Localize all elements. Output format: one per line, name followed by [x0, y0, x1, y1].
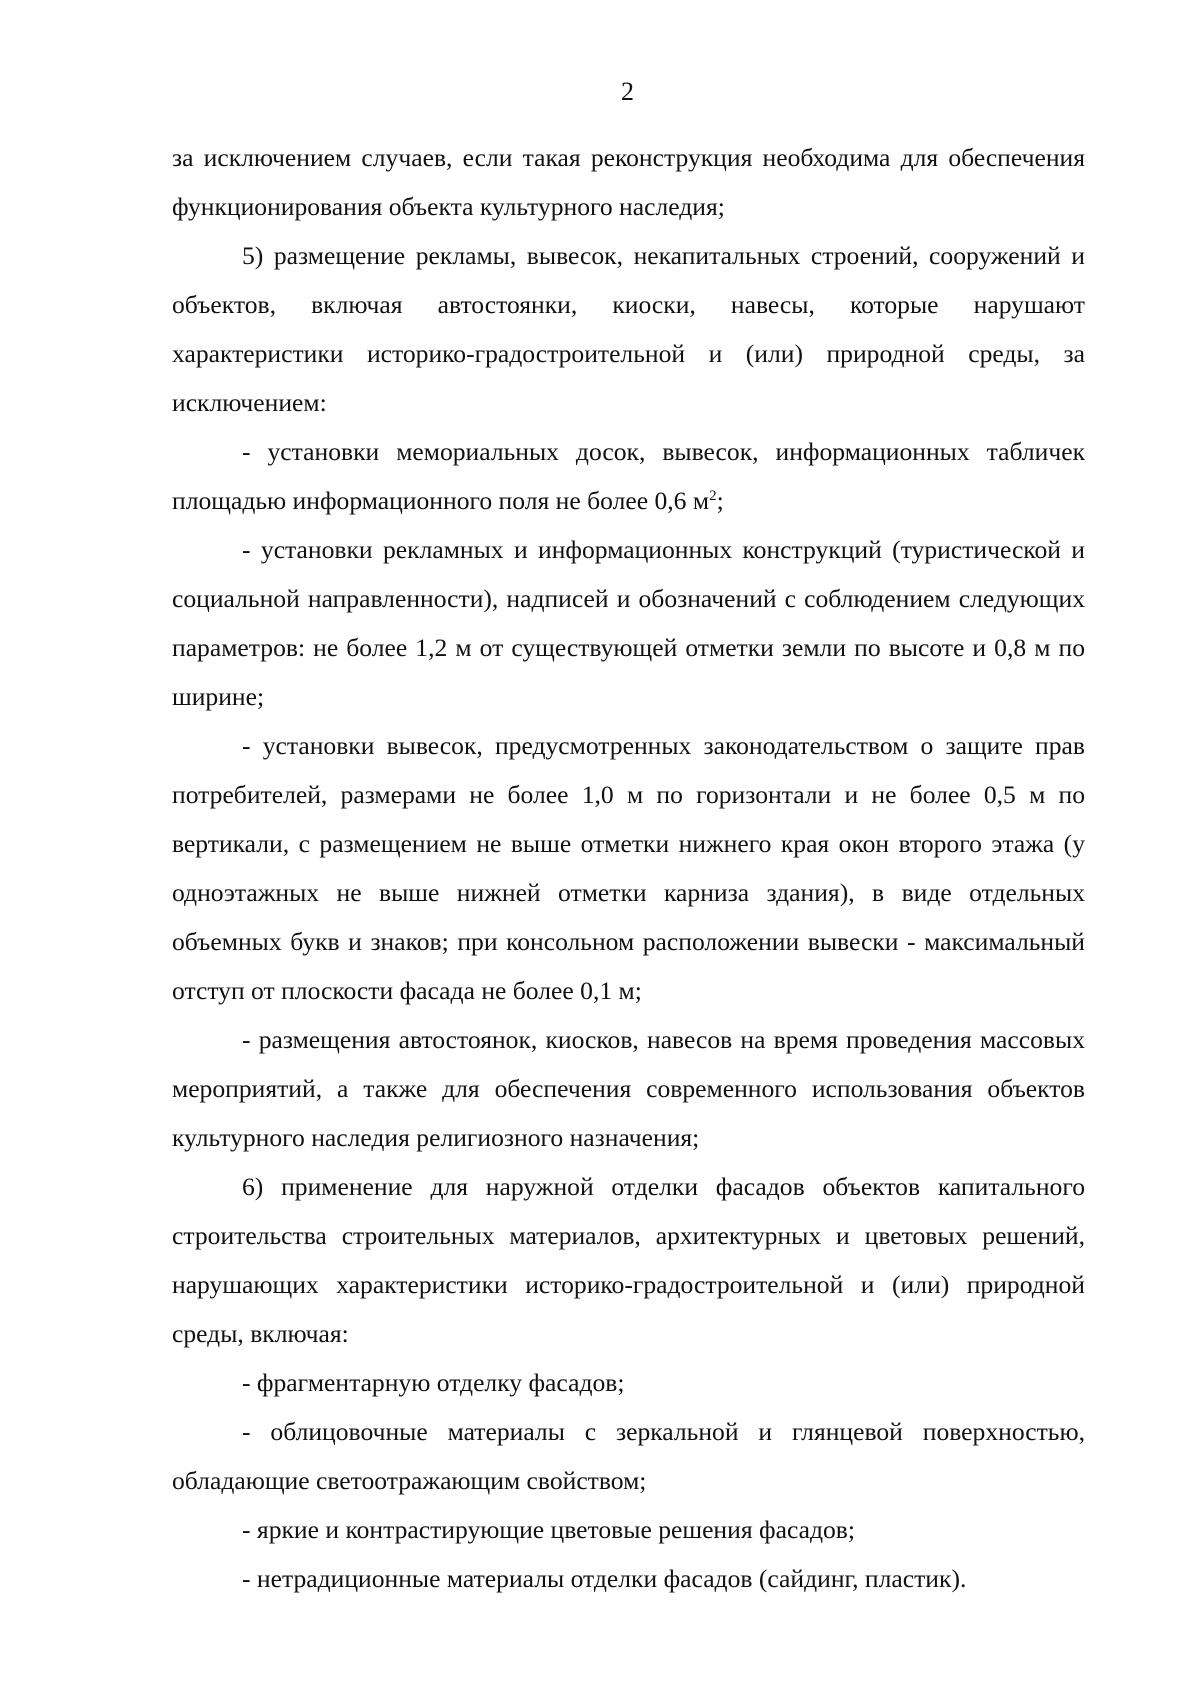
paragraph-5: - установки вывесок, предусмотренных законодательством о защите прав потребителей, размерами не более 1,0 м по горизонтали и не более 0,5 м по вертикали, с размещением не выше отметки нижнего края окон второго этажа (у одноэтажных не выше нижней отметки карниза здания), в виде отдельных объемных букв и знаков; при консольном расположении вывески - максимальный отступ от плоскости фасада не более 0,1 м;: [172, 731, 1085, 1005]
paragraph-2: 5) размещение рекламы, вывесок, некапитальных строений, сооружений и объектов, включая автостоянки, киоски, навесы, которые нарушают характеристики историко-градостроительной и (или) природной среды, за исключением:: [172, 241, 1085, 417]
paragraph-3-text: - установки мемориальных досок, вывесок, информационных табличек площадью информационного поля не более 0,6 м: [172, 437, 1085, 515]
paragraph-9: - облицовочные материалы с зеркальной и глянцевой поверхностью, обладающие светоотражающим свойством;: [172, 1417, 1085, 1495]
paragraph-3-end: ;: [716, 486, 724, 515]
paragraph-1: за исключением случаев, если такая реконструкция необходима для обеспечения функционирования объекта культурного наследия;: [172, 143, 1085, 221]
square-meter-superscript: 2: [709, 488, 717, 504]
paragraph-7: 6) применение для наружной отделки фасадов объектов капитального строительства строительных материалов, архитектурных и цветовых решений, нарушающих характеристики историко-градостроительной и (или) природной среды, включая:: [172, 1172, 1085, 1348]
page-number: 2: [621, 77, 634, 106]
paragraph-6: - размещения автостоянок, киосков, навесов на время проведения массовых мероприятий, а также для обеспечения современного использования объектов культурного наследия религиозного назначения;: [172, 1025, 1085, 1152]
paragraph-10: - яркие и контрастирующие цветовые решения фасадов;: [242, 1515, 855, 1544]
paragraph-11: - нетрадиционные материалы отделки фасадов (сайдинг, пластик).: [242, 1564, 967, 1593]
paragraph-4: - установки рекламных и информационных конструкций (туристической и социальной направленности), надписей и обозначений с соблюдением следующих параметров: не более 1,2 м от существующей отметки земли по высоте и 0,8 м по ширине;: [172, 535, 1085, 711]
paragraph-8: - фрагментарную отделку фасадов;: [242, 1368, 625, 1397]
document-body: [172, 133, 1085, 1603]
paragraph-3: [172, 427, 1085, 525]
